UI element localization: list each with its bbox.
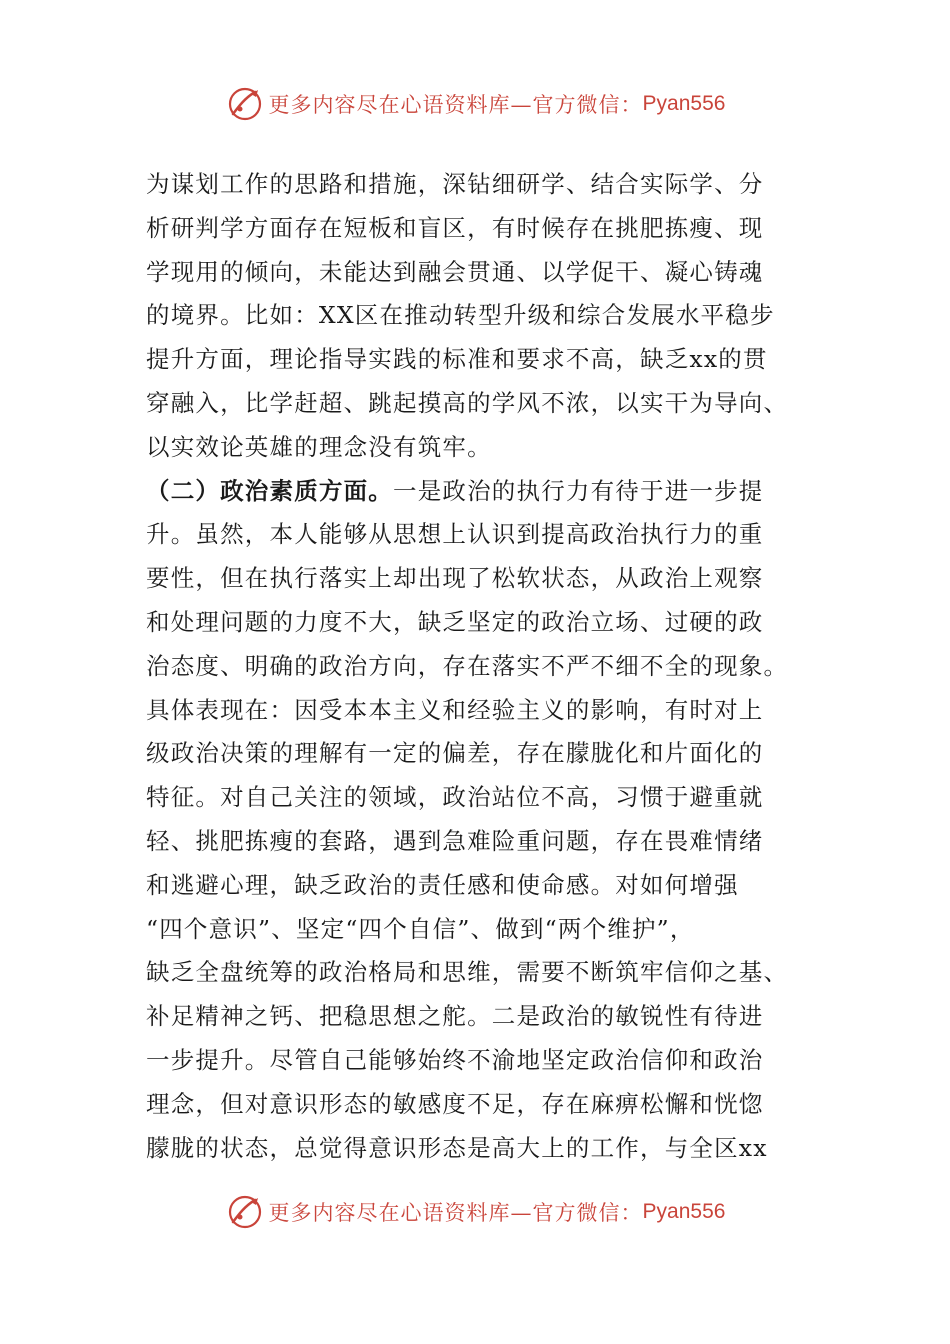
wechat-id: Pyan556 <box>642 92 726 115</box>
header-watermark <box>0 84 950 124</box>
text-line: 一步提升。尽管自己能够始终不渝地坚定政治信仰和政治 <box>146 1045 764 1074</box>
text-line: 特征。对自己关注的领域，政治站位不高，习惯于避重就 <box>146 783 764 812</box>
text-line: 具体表现在：因受本本主义和经验主义的影响，有时对上 <box>146 695 764 724</box>
footer-watermark <box>0 1192 950 1232</box>
wechat-id: Pyan556 <box>642 1200 726 1223</box>
text-line: 学现用的倾向，未能达到融会贯通、以学促干、凝心铸魂 <box>146 257 764 286</box>
text-line: 升。虽然，本人能够从思想上认识到提高政治执行力的重 <box>146 520 764 549</box>
text-line: 理念，但对意识形态的敏感度不足，存在麻痹松懈和恍惚 <box>146 1089 764 1118</box>
paragraph-1 <box>146 163 796 470</box>
text-line: 补足精神之钙、把稳思想之舵。二是政治的敏锐性有待进 <box>146 1002 764 1031</box>
text-line: 的境界。比如：XX区在推动转型升级和综合发展水平稳步 <box>146 301 775 330</box>
logo-icon <box>225 1192 265 1232</box>
text-line: “四个意识”、坚定“四个自信”、做到“两个维护”， <box>146 914 695 943</box>
logo-icon <box>225 84 265 124</box>
text-line: 提升方面，理论指导实践的标准和要求不高，缺乏xx的贯 <box>146 345 768 374</box>
text-line: 析研判学方面存在短板和盲区，有时候存在挑肥拣瘦、现 <box>146 213 764 242</box>
watermark-text: 更多内容尽在心语资料库—官方微信： <box>268 1201 643 1225</box>
text-line: 要性，但在执行落实上却出现了松软状态，从政治上观察 <box>146 564 764 593</box>
text-line: 以实效论英雄的理念没有筑牢。 <box>146 432 492 461</box>
text-line: 轻、挑肥拣瘦的套路，遇到急难险重问题，存在畏难情绪 <box>146 826 764 855</box>
section-heading: （二）政治素质方面。 <box>146 476 393 505</box>
text-line: 穿融入，比学赶超、跳起摸高的学风不浓，以实干为导向、 <box>146 388 789 417</box>
text-line: 和处理问题的力度不大，缺乏坚定的政治立场、过硬的政 <box>146 607 764 636</box>
text-fragment: 一是政治的执行力有待于进一步提 <box>393 476 764 505</box>
text-line: 为谋划工作的思路和措施，深钻细研学、结合实际学、分 <box>146 170 764 198</box>
text-line: 和逃避心理，缺乏政治的责任感和使命感。对如何增强 <box>146 870 739 899</box>
text-line: 治态度、明确的政治方向，存在落实不严不细不全的现象。 <box>146 651 789 680</box>
document-body <box>146 163 796 1170</box>
text-line: 朦胧的状态，总觉得意识形态是高大上的工作，与全区xx <box>146 1133 768 1162</box>
section-heading-line <box>146 470 796 514</box>
text-line: 级政治决策的理解有一定的偏差，存在朦胧化和片面化的 <box>146 739 764 768</box>
text-line: 缺乏全盘统筹的政治格局和思维，需要不断筑牢信仰之基、 <box>146 958 789 987</box>
watermark-text: 更多内容尽在心语资料库—官方微信： <box>268 93 643 117</box>
paragraph-2 <box>146 470 796 1171</box>
